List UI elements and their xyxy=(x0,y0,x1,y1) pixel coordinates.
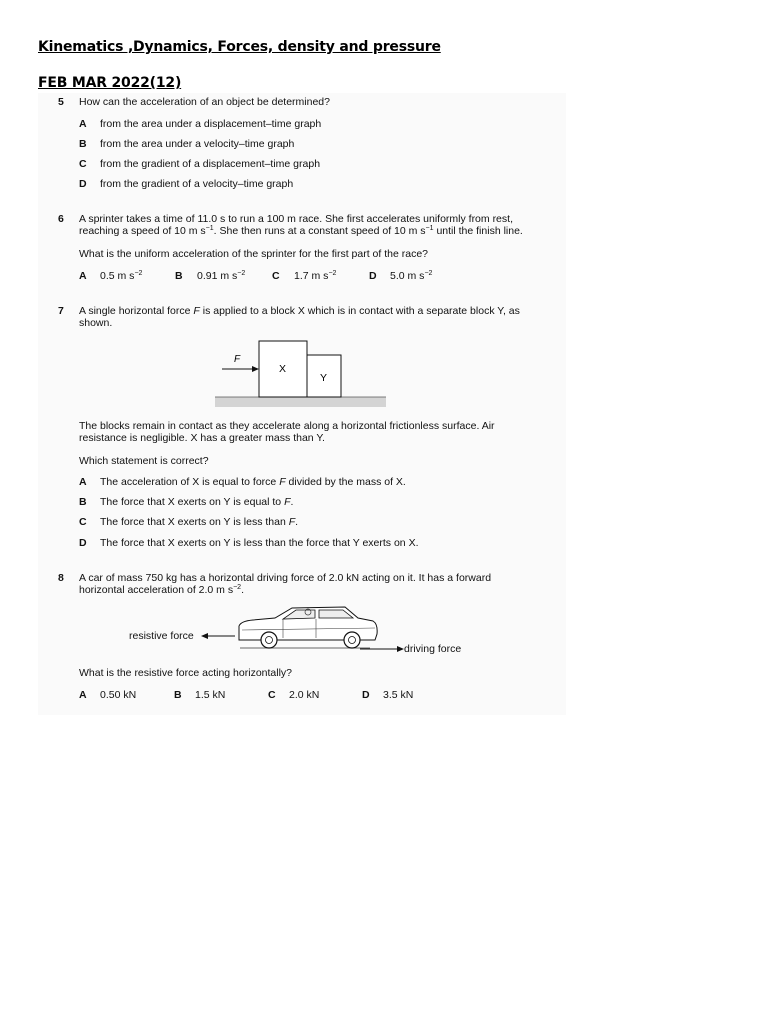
q6-option-d-value: 5.0 m $s^{-2}$ xyxy=(390,270,433,282)
q8-option-d-letter: D xyxy=(362,689,370,701)
car-front-wheel xyxy=(261,632,277,648)
q6-option-c-letter: C xyxy=(272,270,280,282)
page-title: Kinematics ,Dynamics, Forces, density and pressure xyxy=(38,39,441,55)
q7-para-line-1: The blocks remain in contact as they accelerate along a horizontal frictionless surface. Air xyxy=(79,420,495,432)
q5-option-b-letter: B xyxy=(79,138,87,150)
q7-number: 7 xyxy=(58,305,64,317)
q6-option-b-value: 0.91 m $s^{-2}$ xyxy=(197,270,246,282)
q7-option-d-text: The force that X exerts on Y is less than the force that Y exerts on X. xyxy=(100,537,419,549)
q5-option-c-text: from the gradient of a displacement–time graph xyxy=(100,158,321,170)
q6-line-1: A sprinter takes a time of 11.0 s to run a 100 m race. She first accelerates uniformly from rest, xyxy=(79,213,513,225)
q5-option-d-text: from the gradient of a velocity–time graph xyxy=(100,178,294,190)
block-x-label: X xyxy=(279,363,287,375)
driving-force-label: driving force xyxy=(404,643,462,655)
resistive-force-label: resistive force xyxy=(129,630,194,642)
q6-option-b-letter: B xyxy=(175,270,183,282)
q6-option-a-value: 0.5 m $s^{-2}$ xyxy=(100,270,143,282)
q5-option-c-letter: C xyxy=(79,158,87,170)
q8-option-c-value: 2.0 kN xyxy=(289,689,320,701)
q5-option-a-letter: A xyxy=(79,118,87,130)
q7-option-a-text: The acceleration of X is equal to force F divided by the mass of X. xyxy=(100,476,406,488)
car-rear-wheel xyxy=(344,632,360,648)
q5-option-a-text: from the area under a displacement–time graph xyxy=(100,118,322,130)
q8-line-1: A car of mass 750 kg has a horizontal driving force of 2.0 kN acting on it. It has a forward xyxy=(79,572,492,584)
q7-option-b-letter: B xyxy=(79,496,87,508)
q7-option-d-letter: D xyxy=(79,537,87,549)
q8-option-a-value: 0.50 kN xyxy=(100,689,137,701)
q7-line-2: shown. xyxy=(79,317,113,329)
force-label: F xyxy=(234,354,241,365)
force-arrowhead xyxy=(252,366,259,372)
q8-option-b-letter: B xyxy=(174,689,182,701)
q7-option-c-letter: C xyxy=(79,516,87,528)
q8-option-b-value: 1.5 kN xyxy=(195,689,226,701)
q5-option-b-text: from the area under a velocity–time graph xyxy=(100,138,295,150)
q7-option-b-text: The force that X exerts on Y is equal to F. xyxy=(100,496,294,508)
block-y-label: Y xyxy=(320,372,328,384)
q8-number: 8 xyxy=(58,572,64,584)
q5-option-d-letter: D xyxy=(79,178,87,190)
q7-line-1: A single horizontal force F is applied to a block X which is in contact with a separate block Y, as xyxy=(79,305,520,317)
q7-option-c-text: The force that X exerts on Y is less than F. xyxy=(100,516,299,528)
q8-option-a-letter: A xyxy=(79,689,87,701)
q6-number: 6 xyxy=(58,213,64,225)
q8-option-d-value: 3.5 kN xyxy=(383,689,414,701)
q8-option-c-letter: C xyxy=(268,689,276,701)
frictionless-surface xyxy=(215,397,386,407)
q7-para-line-2: resistance is negligible. X has a greater mass than Y. xyxy=(79,432,325,444)
resistive-arrowhead xyxy=(201,633,208,639)
q7-option-a-letter: A xyxy=(79,476,87,488)
q6-line-2: reaching a speed of 10 m $s^{-1}$. She then runs at a constant speed of 10 m $s^{-1}$ until the finish line. xyxy=(79,225,523,237)
session-heading: FEB MAR 2022(12) xyxy=(38,75,182,91)
driving-arrowhead xyxy=(397,646,404,652)
blocks-diagram xyxy=(210,340,390,410)
car-diagram xyxy=(195,604,405,654)
q8-line-2: horizontal acceleration of 2.0 m $s^{-2}$. xyxy=(79,584,244,596)
q6-option-a-letter: A xyxy=(79,270,87,282)
q5-stem: How can the acceleration of an object be determined? xyxy=(79,96,330,108)
q6-option-d-letter: D xyxy=(369,270,377,282)
q6-option-c-value: 1.7 m $s^{-2}$ xyxy=(294,270,337,282)
q8-question: What is the resistive force acting horizontally? xyxy=(79,667,293,679)
q5-number: 5 xyxy=(58,96,64,108)
q7-question: Which statement is correct? xyxy=(79,455,209,467)
q6-question: What is the uniform acceleration of the sprinter for the first part of the race? xyxy=(79,248,428,260)
